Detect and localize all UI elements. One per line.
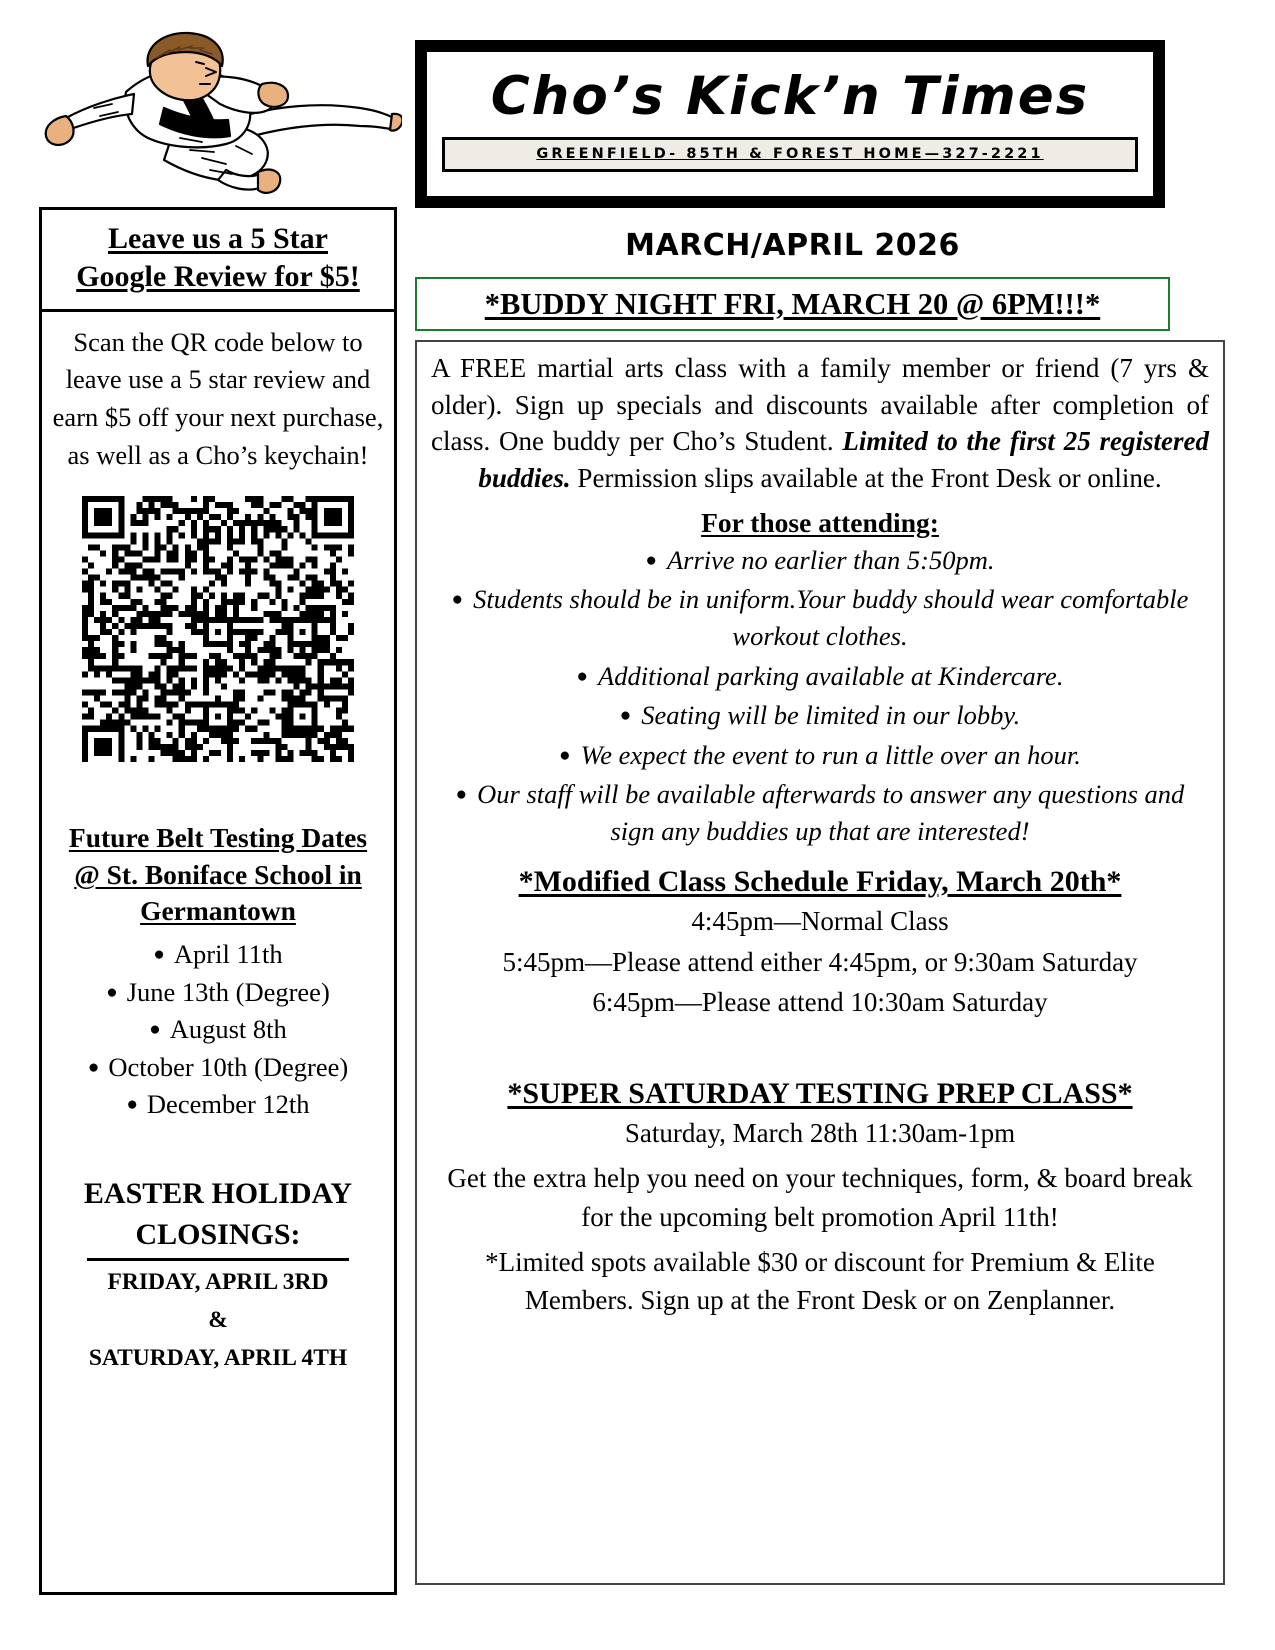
bullet-icon: ● xyxy=(126,1094,138,1116)
attending-bullet-4: We expect the event to run a little over an hour. xyxy=(580,739,1081,770)
list-item xyxy=(52,1011,384,1049)
easter-closing-line-3: SATURDAY, APRIL 4TH xyxy=(88,1345,348,1372)
bullet-icon: ● xyxy=(153,943,165,965)
bullet-icon: ● xyxy=(451,589,464,611)
list-item xyxy=(431,697,1209,734)
buddy-night-banner-text: *BUDDY NIGHT FRI, MARCH 20 @ 6PM!!!* xyxy=(484,286,1101,321)
list-item xyxy=(431,581,1209,654)
belt-testing-date-list xyxy=(52,936,384,1124)
belt-testing-title-line-3: Germantown xyxy=(140,895,296,927)
list-item xyxy=(52,1086,384,1124)
section-spacer xyxy=(431,1021,1209,1061)
attending-bullet-2: Additional parking available at Kindercare. xyxy=(598,660,1064,691)
masthead-inner-frame xyxy=(427,52,1153,196)
newsletter-title: Cho’s Kick’n Times xyxy=(490,66,1090,127)
bullet-icon: ● xyxy=(576,665,589,687)
easter-closing-line-1: FRIDAY, APRIL 3RD xyxy=(107,1269,329,1296)
list-item xyxy=(431,737,1209,774)
schedule-line-0: 4:45pm—Normal Class xyxy=(691,906,949,937)
super-saturday-heading: *SUPER SATURDAY TESTING PREP CLASS* xyxy=(507,1077,1133,1111)
buddy-night-description xyxy=(431,350,1209,497)
review-header-line-2: Google Review for $5! xyxy=(76,260,360,294)
belt-date-4: December 12th xyxy=(146,1089,310,1120)
list-item xyxy=(52,1049,384,1087)
super-saturday-note: *Limited spots available $30 or discount for Premium & Elite Members. Sign up at the Front Desk or on Zenplanner. xyxy=(485,1247,1155,1316)
schedule-line-1: 5:45pm—Please attend either 4:45pm, or 9:30am Saturday xyxy=(502,946,1138,977)
list-item xyxy=(431,542,1209,579)
attending-bullet-0: Arrive no earlier than 5:50pm. xyxy=(666,544,995,575)
bullet-icon: ● xyxy=(87,1056,100,1078)
google-review-header xyxy=(42,210,394,312)
easter-title-line-1: EASTER HOLIDAY xyxy=(83,1177,353,1211)
taekwondo-flying-kick-icon xyxy=(30,22,402,212)
sidebar-body xyxy=(42,312,394,1376)
location-phone-text: GREENFIELD- 85TH & FOREST HOME—327-2221 xyxy=(536,146,1044,162)
intro-text-part-2: Permission slips available at the Front Desk or online. xyxy=(570,463,1162,494)
bullet-icon: ● xyxy=(149,1019,161,1041)
bullet-icon: ● xyxy=(455,784,468,806)
qr-code[interactable] xyxy=(82,496,354,762)
belt-testing-title-line-2: @ St. Boniface School in xyxy=(74,858,362,890)
attending-bullet-1: Students should be in uniform.Your buddy should wear comfortable workout clothes. xyxy=(473,584,1189,651)
issue-date: MARCH/APRIL 2026 xyxy=(625,228,960,263)
super-saturday-description: Get the extra help you need on your techniques, form, & board break for the upcoming belt promotion April 11th! xyxy=(447,1163,1193,1232)
belt-date-0: April 11th xyxy=(173,938,283,969)
belt-date-1: June 13th (Degree) xyxy=(126,976,330,1007)
intro-text-part-1: A FREE martial arts class with a family member or friend (7 yrs & older). Sign up specials and discounts available after completion of class. One buddy per Cho’s Student. xyxy=(431,353,1209,457)
qr-code-canvas[interactable] xyxy=(82,496,354,762)
easter-closing-line-2: & xyxy=(208,1307,228,1334)
bullet-icon: ● xyxy=(645,549,657,571)
easter-closing-title xyxy=(52,1174,384,1255)
bullet-icon: ● xyxy=(106,981,118,1003)
main-content-panel xyxy=(415,340,1225,1585)
list-item xyxy=(52,936,384,974)
easter-title-line-2: CLOSINGS: xyxy=(135,1217,301,1251)
belt-testing-title-line-1: Future Belt Testing Dates xyxy=(68,822,368,854)
belt-date-3: October 10th (Degree) xyxy=(108,1051,349,1082)
belt-date-2: August 8th xyxy=(169,1014,287,1045)
for-those-attending-heading: For those attending: xyxy=(701,506,939,538)
list-item xyxy=(431,776,1209,849)
attending-bullet-list xyxy=(431,542,1209,850)
masthead-banner xyxy=(415,40,1165,208)
attending-bullet-5: Our staff will be available afterwards to answer any questions and sign any buddies up that are interested! xyxy=(477,779,1185,846)
masthead-address-bar xyxy=(442,137,1138,172)
belt-testing-title xyxy=(52,820,384,930)
bullet-icon: ● xyxy=(619,705,632,727)
modified-schedule-heading: *Modified Class Schedule Friday, March 20th* xyxy=(518,865,1122,899)
buddy-night-banner xyxy=(415,277,1170,331)
list-item xyxy=(431,658,1209,695)
super-saturday-time: Saturday, March 28th 11:30am-1pm xyxy=(624,1118,1016,1149)
divider-rule xyxy=(87,1258,349,1261)
intro-limit-emphasis: Limited to the first 25 registered buddies. xyxy=(478,426,1209,494)
attending-bullet-3: Seating will be limited in our lobby. xyxy=(641,700,1021,731)
review-header-line-1: Leave us a 5 Star xyxy=(108,222,328,255)
bullet-icon: ● xyxy=(559,744,571,766)
schedule-line-2: 6:45pm—Please attend 10:30am Saturday xyxy=(592,986,1048,1017)
review-instructions-text: Scan the QR code below to leave use a 5 star review and earn $5 off your next purchase, as well as a Cho’s keychain! xyxy=(52,326,384,470)
left-sidebar-panel xyxy=(39,207,397,1595)
list-item xyxy=(52,974,384,1012)
